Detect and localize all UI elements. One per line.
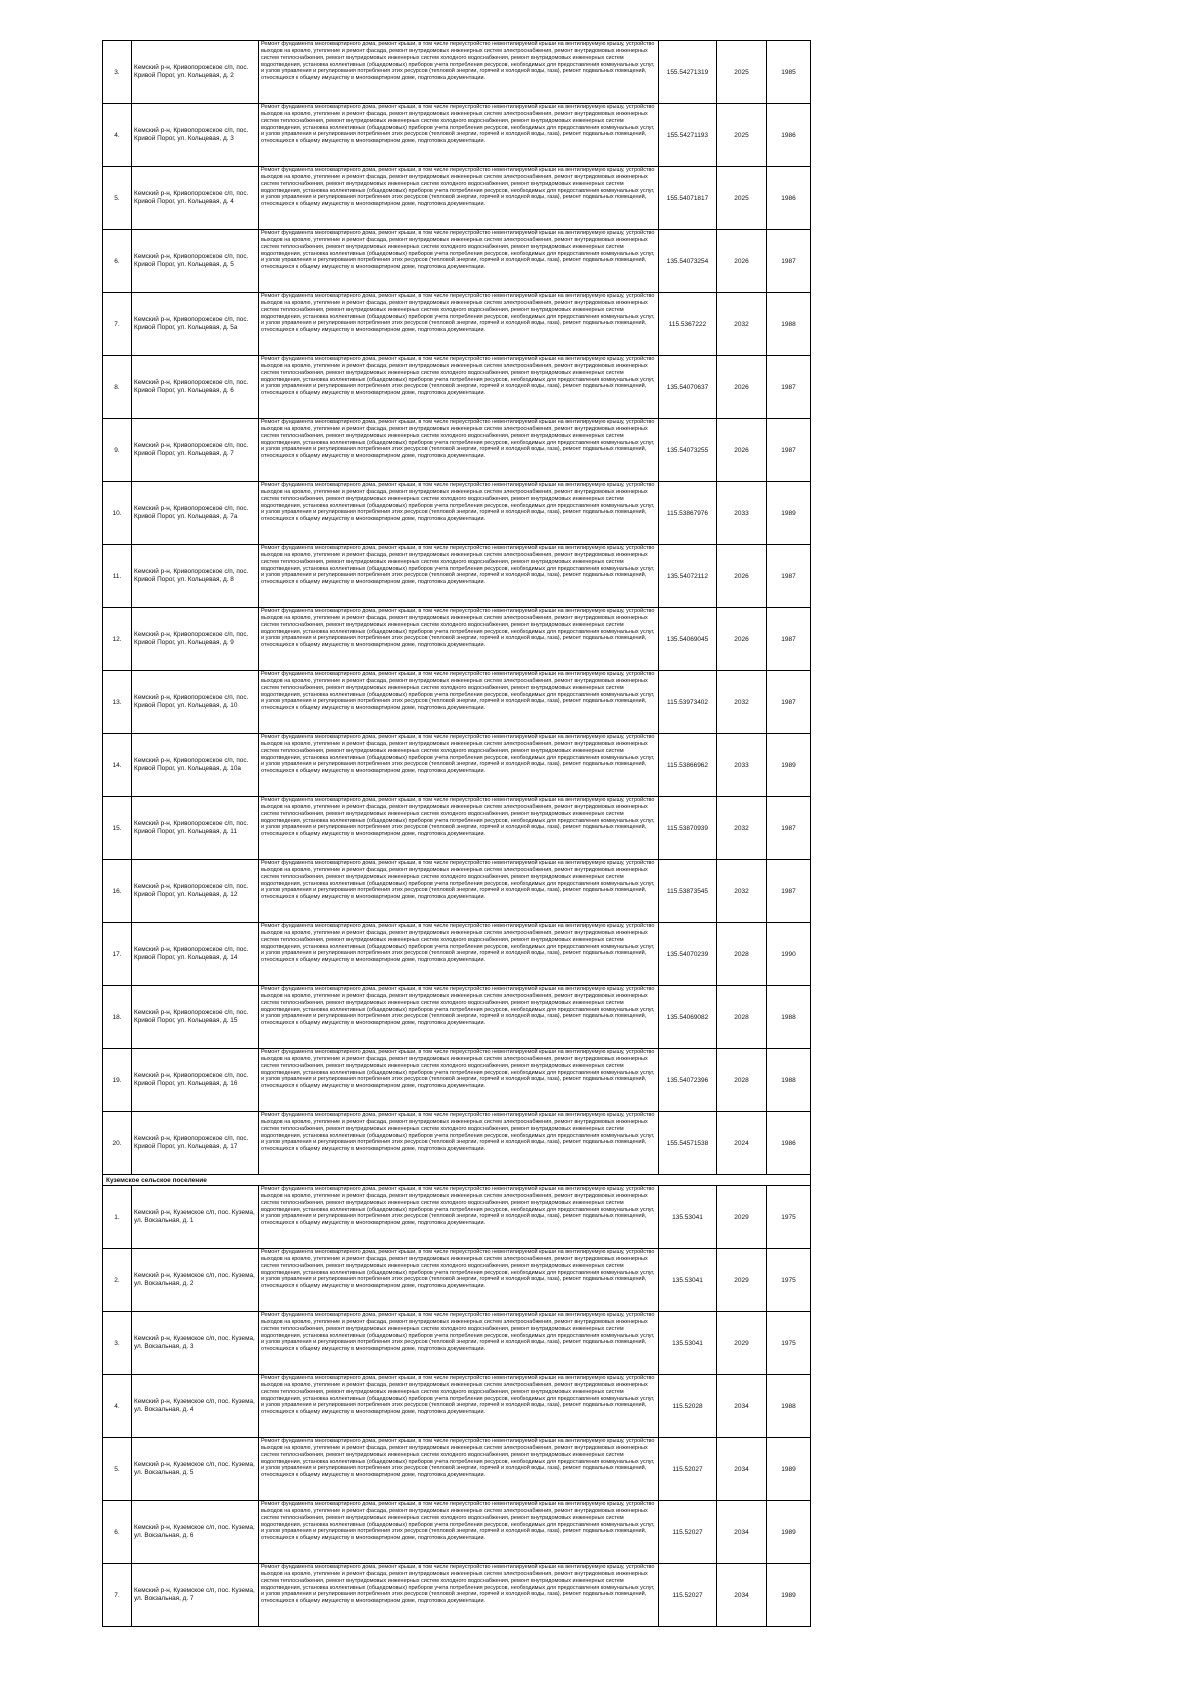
address-cell: Кемский р-н, Кривопорожское с/п, пос. Кривой Порог, ул. Кольцевая, д. 10 — [132, 671, 259, 734]
row-number: 19. — [103, 1049, 132, 1112]
works-description-cell: Ремонт фундамента многоквартирного дома, ремонт крыши, в том числе переустройство невентилируемой крыши на вентилируемую крышу, устройство выходов на кровлю, утепление и ремонт фасада, ремонт внутридомовых инженерных систем электроснабжения, ремонт внутридомовых инженерных систем теплоснабжения, ремонт внутридомовых инженерных систем холодного водоснабжения, ремонт внутридомовых инженерных систем водоотведения, установка коллективных (общедомовых) приборов учета потребления ресурсов, необходимых для предоставления коммунальных услуг, и узлов управления и регулирования потребления этих ресурсов (тепловой энергии, горячей и холодной воды, газа), ремонт подвальных помещений, относящихся к общему имуществу в многоквартирном доме, подготовка документации. — [259, 1564, 659, 1627]
address-cell: Кемский р-н, Куземское с/п, пос. Кузема, ул. Вокзальная, д. 3 — [132, 1312, 259, 1375]
cost-cell: 115.52027 — [659, 1564, 717, 1627]
planned-year-cell: 2029 — [717, 1186, 767, 1249]
cost-cell: 135.54070637 — [659, 356, 717, 419]
table-row — [103, 356, 811, 419]
built-year-cell: 1985 — [767, 41, 811, 104]
table-row — [103, 608, 811, 671]
planned-year-cell: 2024 — [717, 1112, 767, 1175]
row-number: 5. — [103, 1438, 132, 1501]
built-year-cell: 1987 — [767, 671, 811, 734]
cost-cell: 155.54571538 — [659, 1112, 717, 1175]
table-row — [103, 860, 811, 923]
table-row — [103, 419, 811, 482]
built-year-cell: 1986 — [767, 104, 811, 167]
planned-year-cell: 2034 — [717, 1564, 767, 1627]
built-year-cell: 1989 — [767, 1501, 811, 1564]
address-cell: Кемский р-н, Кривопорожское с/п, пос. Кривой Порог, ул. Кольцевая, д. 16 — [132, 1049, 259, 1112]
table-row — [103, 671, 811, 734]
built-year-cell: 1988 — [767, 986, 811, 1049]
row-number: 3. — [103, 41, 132, 104]
planned-year-cell: 2034 — [717, 1438, 767, 1501]
works-description-cell: Ремонт фундамента многоквартирного дома, ремонт крыши, в том числе переустройство невентилируемой крыши на вентилируемую крышу, устройство выходов на кровлю, утепление и ремонт фасада, ремонт внутридомовых инженерных систем электроснабжения, ремонт внутридомовых инженерных систем теплоснабжения, ремонт внутридомовых инженерных систем холодного водоснабжения, ремонт внутридомовых инженерных систем водоотведения, установка коллективных (общедомовых) приборов учета потребления ресурсов, необходимых для предоставления коммунальных услуг, и узлов управления и регулирования потребления этих ресурсов (тепловой энергии, горячей и холодной воды, газа), ремонт подвальных помещений, относящихся к общему имуществу в многоквартирном доме, подготовка документации. — [259, 356, 659, 419]
built-year-cell: 1975 — [767, 1186, 811, 1249]
cost-cell: 115.53973402 — [659, 671, 717, 734]
planned-year-cell: 2026 — [717, 545, 767, 608]
row-number: 11. — [103, 545, 132, 608]
address-cell: Кемский р-н, Кривопорожское с/п, пос. Кривой Порог, ул. Кольцевая, д. 3 — [132, 104, 259, 167]
address-cell: Кемский р-н, Куземское с/п, пос. Кузема, ул. Вокзальная, д. 1 — [132, 1186, 259, 1249]
planned-year-cell: 2032 — [717, 860, 767, 923]
table-row — [103, 1049, 811, 1112]
planned-year-cell: 2029 — [717, 1312, 767, 1375]
planned-year-cell: 2026 — [717, 608, 767, 671]
works-description-cell: Ремонт фундамента многоквартирного дома, ремонт крыши, в том числе переустройство невентилируемой крыши на вентилируемую крышу, устройство выходов на кровлю, утепление и ремонт фасада, ремонт внутридомовых инженерных систем электроснабжения, ремонт внутридомовых инженерных систем теплоснабжения, ремонт внутридомовых инженерных систем холодного водоснабжения, ремонт внутридомовых инженерных систем водоотведения, установка коллективных (общедомовых) приборов учета потребления ресурсов, необходимых для предоставления коммунальных услуг, и узлов управления и регулирования потребления этих ресурсов (тепловой энергии, горячей и холодной воды, газа), ремонт подвальных помещений, относящихся к общему имуществу в многоквартирном доме, подготовка документации. — [259, 1375, 659, 1438]
cost-cell: 135.54069082 — [659, 986, 717, 1049]
planned-year-cell: 2034 — [717, 1501, 767, 1564]
cost-cell: 135.53041 — [659, 1186, 717, 1249]
works-description-cell: Ремонт фундамента многоквартирного дома, ремонт крыши, в том числе переустройство невентилируемой крыши на вентилируемую крышу, устройство выходов на кровлю, утепление и ремонт фасада, ремонт внутридомовых инженерных систем электроснабжения, ремонт внутридомовых инженерных систем теплоснабжения, ремонт внутридомовых инженерных систем холодного водоснабжения, ремонт внутридомовых инженерных систем водоотведения, установка коллективных (общедомовых) приборов учета потребления ресурсов, необходимых для предоставления коммунальных услуг, и узлов управления и регулирования потребления этих ресурсов (тепловой энергии, горячей и холодной воды, газа), ремонт подвальных помещений, относящихся к общему имуществу в многоквартирном доме, подготовка документации. — [259, 545, 659, 608]
works-description-cell: Ремонт фундамента многоквартирного дома, ремонт крыши, в том числе переустройство невентилируемой крыши на вентилируемую крышу, устройство выходов на кровлю, утепление и ремонт фасада, ремонт внутридомовых инженерных систем электроснабжения, ремонт внутридомовых инженерных систем теплоснабжения, ремонт внутридомовых инженерных систем холодного водоснабжения, ремонт внутридомовых инженерных систем водоотведения, установка коллективных (общедомовых) приборов учета потребления ресурсов, необходимых для предоставления коммунальных услуг, и узлов управления и регулирования потребления этих ресурсов (тепловой энергии, горячей и холодной воды, газа), ремонт подвальных помещений, относящихся к общему имуществу в многоквартирном доме, подготовка документации. — [259, 608, 659, 671]
cost-cell: 115.52027 — [659, 1501, 717, 1564]
row-number: 14. — [103, 734, 132, 797]
table-row — [103, 293, 811, 356]
document-page — [102, 40, 810, 1627]
address-cell: Кемский р-н, Кривопорожское с/п, пос. Кривой Порог, ул. Кольцевая, д. 5а — [132, 293, 259, 356]
built-year-cell: 1987 — [767, 419, 811, 482]
built-year-cell: 1987 — [767, 797, 811, 860]
planned-year-cell: 2034 — [717, 1375, 767, 1438]
planned-year-cell: 2026 — [717, 356, 767, 419]
planned-year-cell: 2032 — [717, 671, 767, 734]
built-year-cell: 1990 — [767, 923, 811, 986]
row-number: 4. — [103, 1375, 132, 1438]
works-description-cell: Ремонт фундамента многоквартирного дома, ремонт крыши, в том числе переустройство невентилируемой крыши на вентилируемую крышу, устройство выходов на кровлю, утепление и ремонт фасада, ремонт внутридомовых инженерных систем электроснабжения, ремонт внутридомовых инженерных систем теплоснабжения, ремонт внутридомовых инженерных систем холодного водоснабжения, ремонт внутридомовых инженерных систем водоотведения, установка коллективных (общедомовых) приборов учета потребления ресурсов, необходимых для предоставления коммунальных услуг, и узлов управления и регулирования потребления этих ресурсов (тепловой энергии, горячей и холодной воды, газа), ремонт подвальных помещений, относящихся к общему имуществу в многоквартирном доме, подготовка документации. — [259, 1249, 659, 1312]
table-row — [103, 1375, 811, 1438]
cost-cell: 135.54072396 — [659, 1049, 717, 1112]
planned-year-cell: 2028 — [717, 1049, 767, 1112]
planned-year-cell: 2028 — [717, 923, 767, 986]
works-description-cell: Ремонт фундамента многоквартирного дома, ремонт крыши, в том числе переустройство невентилируемой крыши на вентилируемую крышу, устройство выходов на кровлю, утепление и ремонт фасада, ремонт внутридомовых инженерных систем электроснабжения, ремонт внутридомовых инженерных систем теплоснабжения, ремонт внутридомовых инженерных систем холодного водоснабжения, ремонт внутридомовых инженерных систем водоотведения, установка коллективных (общедомовых) приборов учета потребления ресурсов, необходимых для предоставления коммунальных услуг, и узлов управления и регулирования потребления этих ресурсов (тепловой энергии, горячей и холодной воды, газа), ремонт подвальных помещений, относящихся к общему имуществу в многоквартирном доме, подготовка документации. — [259, 1438, 659, 1501]
row-number: 6. — [103, 230, 132, 293]
cost-cell: 115.53873545 — [659, 860, 717, 923]
built-year-cell: 1988 — [767, 1049, 811, 1112]
works-description-cell: Ремонт фундамента многоквартирного дома, ремонт крыши, в том числе переустройство невентилируемой крыши на вентилируемую крышу, устройство выходов на кровлю, утепление и ремонт фасада, ремонт внутридомовых инженерных систем электроснабжения, ремонт внутридомовых инженерных систем теплоснабжения, ремонт внутридомовых инженерных систем холодного водоснабжения, ремонт внутридомовых инженерных систем водоотведения, установка коллективных (общедомовых) приборов учета потребления ресурсов, необходимых для предоставления коммунальных услуг, и узлов управления и регулирования потребления этих ресурсов (тепловой энергии, горячей и холодной воды, газа), ремонт подвальных помещений, относящихся к общему имуществу в многоквартирном доме, подготовка документации. — [259, 41, 659, 104]
built-year-cell: 1987 — [767, 230, 811, 293]
table-row — [103, 734, 811, 797]
table-row — [103, 1249, 811, 1312]
row-number: 4. — [103, 104, 132, 167]
built-year-cell: 1989 — [767, 734, 811, 797]
address-cell: Кемский р-н, Кривопорожское с/п, пос. Кривой Порог, ул. Кольцевая, д. 6 — [132, 356, 259, 419]
built-year-cell: 1987 — [767, 356, 811, 419]
row-number: 3. — [103, 1312, 132, 1375]
row-number: 10. — [103, 482, 132, 545]
planned-year-cell: 2033 — [717, 734, 767, 797]
cost-cell: 115.53870939 — [659, 797, 717, 860]
built-year-cell: 1986 — [767, 167, 811, 230]
table-row — [103, 797, 811, 860]
works-description-cell: Ремонт фундамента многоквартирного дома, ремонт крыши, в том числе переустройство невентилируемой крыши на вентилируемую крышу, устройство выходов на кровлю, утепление и ремонт фасада, ремонт внутридомовых инженерных систем электроснабжения, ремонт внутридомовых инженерных систем теплоснабжения, ремонт внутридомовых инженерных систем холодного водоснабжения, ремонт внутридомовых инженерных систем водоотведения, установка коллективных (общедомовых) приборов учета потребления ресурсов, необходимых для предоставления коммунальных услуг, и узлов управления и регулирования потребления этих ресурсов (тепловой энергии, горячей и холодной воды, газа), ремонт подвальных помещений, относящихся к общему имуществу в многоквартирном доме, подготовка документации. — [259, 1501, 659, 1564]
planned-year-cell: 2032 — [717, 293, 767, 356]
planned-year-cell: 2025 — [717, 41, 767, 104]
works-description-cell: Ремонт фундамента многоквартирного дома, ремонт крыши, в том числе переустройство невентилируемой крыши на вентилируемую крышу, устройство выходов на кровлю, утепление и ремонт фасада, ремонт внутридомовых инженерных систем электроснабжения, ремонт внутридомовых инженерных систем теплоснабжения, ремонт внутридомовых инженерных систем холодного водоснабжения, ремонт внутридомовых инженерных систем водоотведения, установка коллективных (общедомовых) приборов учета потребления ресурсов, необходимых для предоставления коммунальных услуг, и узлов управления и регулирования потребления этих ресурсов (тепловой энергии, горячей и холодной воды, газа), ремонт подвальных помещений, относящихся к общему имуществу в многоквартирном доме, подготовка документации. — [259, 1312, 659, 1375]
works-description-cell: Ремонт фундамента многоквартирного дома, ремонт крыши, в том числе переустройство невентилируемой крыши на вентилируемую крышу, устройство выходов на кровлю, утепление и ремонт фасада, ремонт внутридомовых инженерных систем электроснабжения, ремонт внутридомовых инженерных систем теплоснабжения, ремонт внутридомовых инженерных систем холодного водоснабжения, ремонт внутридомовых инженерных систем водоотведения, установка коллективных (общедомовых) приборов учета потребления ресурсов, необходимых для предоставления коммунальных услуг, и узлов управления и регулирования потребления этих ресурсов (тепловой энергии, горячей и холодной воды, газа), ремонт подвальных помещений, относящихся к общему имуществу в многоквартирном доме, подготовка документации. — [259, 1112, 659, 1175]
built-year-cell: 1988 — [767, 1375, 811, 1438]
address-cell: Кемский р-н, Кривопорожское с/п, пос. Кривой Порог, ул. Кольцевая, д. 5 — [132, 230, 259, 293]
address-cell: Кемский р-н, Кривопорожское с/п, пос. Кривой Порог, ул. Кольцевая, д. 15 — [132, 986, 259, 1049]
cost-cell: 135.54073255 — [659, 419, 717, 482]
row-number: 5. — [103, 167, 132, 230]
row-number: 7. — [103, 1564, 132, 1627]
row-number: 6. — [103, 1501, 132, 1564]
table-row — [103, 1438, 811, 1501]
works-description-cell: Ремонт фундамента многоквартирного дома, ремонт крыши, в том числе переустройство невентилируемой крыши на вентилируемую крышу, устройство выходов на кровлю, утепление и ремонт фасада, ремонт внутридомовых инженерных систем электроснабжения, ремонт внутридомовых инженерных систем теплоснабжения, ремонт внутридомовых инженерных систем холодного водоснабжения, ремонт внутридомовых инженерных систем водоотведения, установка коллективных (общедомовых) приборов учета потребления ресурсов, необходимых для предоставления коммунальных услуг, и узлов управления и регулирования потребления этих ресурсов (тепловой энергии, горячей и холодной воды, газа), ремонт подвальных помещений, относящихся к общему имуществу в многоквартирном доме, подготовка документации. — [259, 671, 659, 734]
cost-cell: 135.53041 — [659, 1312, 717, 1375]
table-row — [103, 545, 811, 608]
built-year-cell: 1989 — [767, 1438, 811, 1501]
address-cell: Кемский р-н, Кривопорожское с/п, пос. Кривой Порог, ул. Кольцевая, д. 7а — [132, 482, 259, 545]
row-number: 9. — [103, 419, 132, 482]
works-description-cell: Ремонт фундамента многоквартирного дома, ремонт крыши, в том числе переустройство невентилируемой крыши на вентилируемую крышу, устройство выходов на кровлю, утепление и ремонт фасада, ремонт внутридомовых инженерных систем электроснабжения, ремонт внутридомовых инженерных систем теплоснабжения, ремонт внутридомовых инженерных систем холодного водоснабжения, ремонт внутридомовых инженерных систем водоотведения, установка коллективных (общедомовых) приборов учета потребления ресурсов, необходимых для предоставления коммунальных услуг, и узлов управления и регулирования потребления этих ресурсов (тепловой энергии, горячей и холодной воды, газа), ремонт подвальных помещений, относящихся к общему имуществу в многоквартирном доме, подготовка документации. — [259, 167, 659, 230]
built-year-cell: 1989 — [767, 1564, 811, 1627]
cost-cell: 135.54073254 — [659, 230, 717, 293]
built-year-cell: 1975 — [767, 1312, 811, 1375]
address-cell: Кемский р-н, Кривопорожское с/п, пос. Кривой Порог, ул. Кольцевая, д. 2 — [132, 41, 259, 104]
built-year-cell: 1975 — [767, 1249, 811, 1312]
cost-cell: 135.53041 — [659, 1249, 717, 1312]
cost-cell: 155.54271193 — [659, 104, 717, 167]
row-number: 12. — [103, 608, 132, 671]
table-row — [103, 1564, 811, 1627]
address-cell: Кемский р-н, Кривопорожское с/п, пос. Кривой Порог, ул. Кольцевая, д. 8 — [132, 545, 259, 608]
repair-program-table — [102, 40, 811, 1627]
works-description-cell: Ремонт фундамента многоквартирного дома, ремонт крыши, в том числе переустройство невентилируемой крыши на вентилируемую крышу, устройство выходов на кровлю, утепление и ремонт фасада, ремонт внутридомовых инженерных систем электроснабжения, ремонт внутридомовых инженерных систем теплоснабжения, ремонт внутридомовых инженерных систем холодного водоснабжения, ремонт внутридомовых инженерных систем водоотведения, установка коллективных (общедомовых) приборов учета потребления ресурсов, необходимых для предоставления коммунальных услуг, и узлов управления и регулирования потребления этих ресурсов (тепловой энергии, горячей и холодной воды, газа), ремонт подвальных помещений, относящихся к общему имуществу в многоквартирном доме, подготовка документации. — [259, 482, 659, 545]
planned-year-cell: 2028 — [717, 986, 767, 1049]
address-cell: Кемский р-н, Куземское с/п, пос. Кузема, ул. Вокзальная, д. 4 — [132, 1375, 259, 1438]
built-year-cell: 1987 — [767, 545, 811, 608]
address-cell: Кемский р-н, Кривопорожское с/п, пос. Кривой Порог, ул. Кольцевая, д. 9 — [132, 608, 259, 671]
table-row — [103, 1501, 811, 1564]
planned-year-cell: 2032 — [717, 797, 767, 860]
table-row — [103, 1112, 811, 1175]
planned-year-cell: 2033 — [717, 482, 767, 545]
table-row — [103, 167, 811, 230]
address-cell: Кемский р-н, Кривопорожское с/п, пос. Кривой Порог, ул. Кольцевая, д. 17 — [132, 1112, 259, 1175]
works-description-cell: Ремонт фундамента многоквартирного дома, ремонт крыши, в том числе переустройство невентилируемой крыши на вентилируемую крышу, устройство выходов на кровлю, утепление и ремонт фасада, ремонт внутридомовых инженерных систем электроснабжения, ремонт внутридомовых инженерных систем теплоснабжения, ремонт внутридомовых инженерных систем холодного водоснабжения, ремонт внутридомовых инженерных систем водоотведения, установка коллективных (общедомовых) приборов учета потребления ресурсов, необходимых для предоставления коммунальных услуг, и узлов управления и регулирования потребления этих ресурсов (тепловой энергии, горячей и холодной воды, газа), ремонт подвальных помещений, относящихся к общему имуществу в многоквартирном доме, подготовка документации. — [259, 797, 659, 860]
table-row — [103, 986, 811, 1049]
table-row — [103, 104, 811, 167]
cost-cell: 135.54069045 — [659, 608, 717, 671]
planned-year-cell: 2026 — [717, 230, 767, 293]
row-number: 2. — [103, 1249, 132, 1312]
cost-cell: 155.54271319 — [659, 41, 717, 104]
table-row — [103, 1186, 811, 1249]
cost-cell: 155.54071817 — [659, 167, 717, 230]
row-number: 20. — [103, 1112, 132, 1175]
address-cell: Кемский р-н, Кривопорожское с/п, пос. Кривой Порог, ул. Кольцевая, д. 12 — [132, 860, 259, 923]
address-cell: Кемский р-н, Куземское с/п, пос. Кузема, ул. Вокзальная, д. 2 — [132, 1249, 259, 1312]
built-year-cell: 1989 — [767, 482, 811, 545]
works-description-cell: Ремонт фундамента многоквартирного дома, ремонт крыши, в том числе переустройство невентилируемой крыши на вентилируемую крышу, устройство выходов на кровлю, утепление и ремонт фасада, ремонт внутридомовых инженерных систем электроснабжения, ремонт внутридомовых инженерных систем теплоснабжения, ремонт внутридомовых инженерных систем холодного водоснабжения, ремонт внутридомовых инженерных систем водоотведения, установка коллективных (общедомовых) приборов учета потребления ресурсов, необходимых для предоставления коммунальных услуг, и узлов управления и регулирования потребления этих ресурсов (тепловой энергии, горячей и холодной воды, газа), ремонт подвальных помещений, относящихся к общему имуществу в многоквартирном доме, подготовка документации. — [259, 1186, 659, 1249]
row-number: 1. — [103, 1186, 132, 1249]
works-description-cell: Ремонт фундамента многоквартирного дома, ремонт крыши, в том числе переустройство невентилируемой крыши на вентилируемую крышу, устройство выходов на кровлю, утепление и ремонт фасада, ремонт внутридомовых инженерных систем электроснабжения, ремонт внутридомовых инженерных систем теплоснабжения, ремонт внутридомовых инженерных систем холодного водоснабжения, ремонт внутридомовых инженерных систем водоотведения, установка коллективных (общедомовых) приборов учета потребления ресурсов, необходимых для предоставления коммунальных услуг, и узлов управления и регулирования потребления этих ресурсов (тепловой энергии, горячей и холодной воды, газа), ремонт подвальных помещений, относящихся к общему имуществу в многоквартирном доме, подготовка документации. — [259, 104, 659, 167]
works-description-cell: Ремонт фундамента многоквартирного дома, ремонт крыши, в том числе переустройство невентилируемой крыши на вентилируемую крышу, устройство выходов на кровлю, утепление и ремонт фасада, ремонт внутридомовых инженерных систем электроснабжения, ремонт внутридомовых инженерных систем теплоснабжения, ремонт внутридомовых инженерных систем холодного водоснабжения, ремонт внутридомовых инженерных систем водоотведения, установка коллективных (общедомовых) приборов учета потребления ресурсов, необходимых для предоставления коммунальных услуг, и узлов управления и регулирования потребления этих ресурсов (тепловой энергии, горячей и холодной воды, газа), ремонт подвальных помещений, относящихся к общему имуществу в многоквартирном доме, подготовка документации. — [259, 419, 659, 482]
cost-cell: 115.53866962 — [659, 734, 717, 797]
address-cell: Кемский р-н, Кривопорожское с/п, пос. Кривой Порог, ул. Кольцевая, д. 4 — [132, 167, 259, 230]
row-number: 7. — [103, 293, 132, 356]
section-header-row — [103, 1175, 811, 1186]
row-number: 13. — [103, 671, 132, 734]
row-number: 15. — [103, 797, 132, 860]
table-body — [103, 41, 811, 1627]
works-description-cell: Ремонт фундамента многоквартирного дома, ремонт крыши, в том числе переустройство невентилируемой крыши на вентилируемую крышу, устройство выходов на кровлю, утепление и ремонт фасада, ремонт внутридомовых инженерных систем электроснабжения, ремонт внутридомовых инженерных систем теплоснабжения, ремонт внутридомовых инженерных систем холодного водоснабжения, ремонт внутридомовых инженерных систем водоотведения, установка коллективных (общедомовых) приборов учета потребления ресурсов, необходимых для предоставления коммунальных услуг, и узлов управления и регулирования потребления этих ресурсов (тепловой энергии, горячей и холодной воды, газа), ремонт подвальных помещений, относящихся к общему имуществу в многоквартирном доме, подготовка документации. — [259, 230, 659, 293]
planned-year-cell: 2029 — [717, 1249, 767, 1312]
table-row — [103, 923, 811, 986]
built-year-cell: 1987 — [767, 608, 811, 671]
planned-year-cell: 2025 — [717, 104, 767, 167]
address-cell: Кемский р-н, Куземское с/п, пос. Кузема, ул. Вокзальная, д. 5 — [132, 1438, 259, 1501]
address-cell: Кемский р-н, Кривопорожское с/п, пос. Кривой Порог, ул. Кольцевая, д. 14 — [132, 923, 259, 986]
table-row — [103, 41, 811, 104]
cost-cell: 115.52027 — [659, 1438, 717, 1501]
cost-cell: 115.52028 — [659, 1375, 717, 1438]
works-description-cell: Ремонт фундамента многоквартирного дома, ремонт крыши, в том числе переустройство невентилируемой крыши на вентилируемую крышу, устройство выходов на кровлю, утепление и ремонт фасада, ремонт внутридомовых инженерных систем электроснабжения, ремонт внутридомовых инженерных систем теплоснабжения, ремонт внутридомовых инженерных систем холодного водоснабжения, ремонт внутридомовых инженерных систем водоотведения, установка коллективных (общедомовых) приборов учета потребления ресурсов, необходимых для предоставления коммунальных услуг, и узлов управления и регулирования потребления этих ресурсов (тепловой энергии, горячей и холодной воды, газа), ремонт подвальных помещений, относящихся к общему имуществу в многоквартирном доме, подготовка документации. — [259, 293, 659, 356]
cost-cell: 135.54072112 — [659, 545, 717, 608]
table-row — [103, 482, 811, 545]
planned-year-cell: 2026 — [717, 419, 767, 482]
works-description-cell: Ремонт фундамента многоквартирного дома, ремонт крыши, в том числе переустройство невентилируемой крыши на вентилируемую крышу, устройство выходов на кровлю, утепление и ремонт фасада, ремонт внутридомовых инженерных систем электроснабжения, ремонт внутридомовых инженерных систем теплоснабжения, ремонт внутридомовых инженерных систем холодного водоснабжения, ремонт внутридомовых инженерных систем водоотведения, установка коллективных (общедомовых) приборов учета потребления ресурсов, необходимых для предоставления коммунальных услуг, и узлов управления и регулирования потребления этих ресурсов (тепловой энергии, горячей и холодной воды, газа), ремонт подвальных помещений, относящихся к общему имуществу в многоквартирном доме, подготовка документации. — [259, 860, 659, 923]
cost-cell: 115.5367222 — [659, 293, 717, 356]
table-row — [103, 230, 811, 293]
address-cell: Кемский р-н, Кривопорожское с/п, пос. Кривой Порог, ул. Кольцевая, д. 10а — [132, 734, 259, 797]
cost-cell: 135.54070239 — [659, 923, 717, 986]
works-description-cell: Ремонт фундамента многоквартирного дома, ремонт крыши, в том числе переустройство невентилируемой крыши на вентилируемую крышу, устройство выходов на кровлю, утепление и ремонт фасада, ремонт внутридомовых инженерных систем электроснабжения, ремонт внутридомовых инженерных систем теплоснабжения, ремонт внутридомовых инженерных систем холодного водоснабжения, ремонт внутридомовых инженерных систем водоотведения, установка коллективных (общедомовых) приборов учета потребления ресурсов, необходимых для предоставления коммунальных услуг, и узлов управления и регулирования потребления этих ресурсов (тепловой энергии, горячей и холодной воды, газа), ремонт подвальных помещений, относящихся к общему имуществу в многоквартирном доме, подготовка документации. — [259, 1049, 659, 1112]
works-description-cell: Ремонт фундамента многоквартирного дома, ремонт крыши, в том числе переустройство невентилируемой крыши на вентилируемую крышу, устройство выходов на кровлю, утепление и ремонт фасада, ремонт внутридомовых инженерных систем электроснабжения, ремонт внутридомовых инженерных систем теплоснабжения, ремонт внутридомовых инженерных систем холодного водоснабжения, ремонт внутридомовых инженерных систем водоотведения, установка коллективных (общедомовых) приборов учета потребления ресурсов, необходимых для предоставления коммунальных услуг, и узлов управления и регулирования потребления этих ресурсов (тепловой энергии, горячей и холодной воды, газа), ремонт подвальных помещений, относящихся к общему имуществу в многоквартирном доме, подготовка документации. — [259, 923, 659, 986]
cost-cell: 115.53867976 — [659, 482, 717, 545]
planned-year-cell: 2025 — [717, 167, 767, 230]
row-number: 16. — [103, 860, 132, 923]
row-number: 18. — [103, 986, 132, 1049]
address-cell: Кемский р-н, Кривопорожское с/п, пос. Кривой Порог, ул. Кольцевая, д. 7 — [132, 419, 259, 482]
built-year-cell: 1986 — [767, 1112, 811, 1175]
works-description-cell: Ремонт фундамента многоквартирного дома, ремонт крыши, в том числе переустройство невентилируемой крыши на вентилируемую крышу, устройство выходов на кровлю, утепление и ремонт фасада, ремонт внутридомовых инженерных систем электроснабжения, ремонт внутридомовых инженерных систем теплоснабжения, ремонт внутридомовых инженерных систем холодного водоснабжения, ремонт внутридомовых инженерных систем водоотведения, установка коллективных (общедомовых) приборов учета потребления ресурсов, необходимых для предоставления коммунальных услуг, и узлов управления и регулирования потребления этих ресурсов (тепловой энергии, горячей и холодной воды, газа), ремонт подвальных помещений, относящихся к общему имуществу в многоквартирном доме, подготовка документации. — [259, 986, 659, 1049]
address-cell: Кемский р-н, Кривопорожское с/п, пос. Кривой Порог, ул. Кольцевая, д. 11 — [132, 797, 259, 860]
built-year-cell: 1988 — [767, 293, 811, 356]
built-year-cell: 1987 — [767, 860, 811, 923]
table-row — [103, 1312, 811, 1375]
row-number: 8. — [103, 356, 132, 419]
address-cell: Кемский р-н, Куземское с/п, пос. Кузема, ул. Вокзальная, д. 7 — [132, 1564, 259, 1627]
address-cell: Кемский р-н, Куземское с/п, пос. Кузема, ул. Вокзальная, д. 6 — [132, 1501, 259, 1564]
row-number: 17. — [103, 923, 132, 986]
works-description-cell: Ремонт фундамента многоквартирного дома, ремонт крыши, в том числе переустройство невентилируемой крыши на вентилируемую крышу, устройство выходов на кровлю, утепление и ремонт фасада, ремонт внутридомовых инженерных систем электроснабжения, ремонт внутридомовых инженерных систем теплоснабжения, ремонт внутридомовых инженерных систем холодного водоснабжения, ремонт внутридомовых инженерных систем водоотведения, установка коллективных (общедомовых) приборов учета потребления ресурсов, необходимых для предоставления коммунальных услуг, и узлов управления и регулирования потребления этих ресурсов (тепловой энергии, горячей и холодной воды, газа), ремонт подвальных помещений, относящихся к общему имуществу в многоквартирном доме, подготовка документации. — [259, 734, 659, 797]
section-title: Куземское сельское поселение — [103, 1175, 811, 1186]
